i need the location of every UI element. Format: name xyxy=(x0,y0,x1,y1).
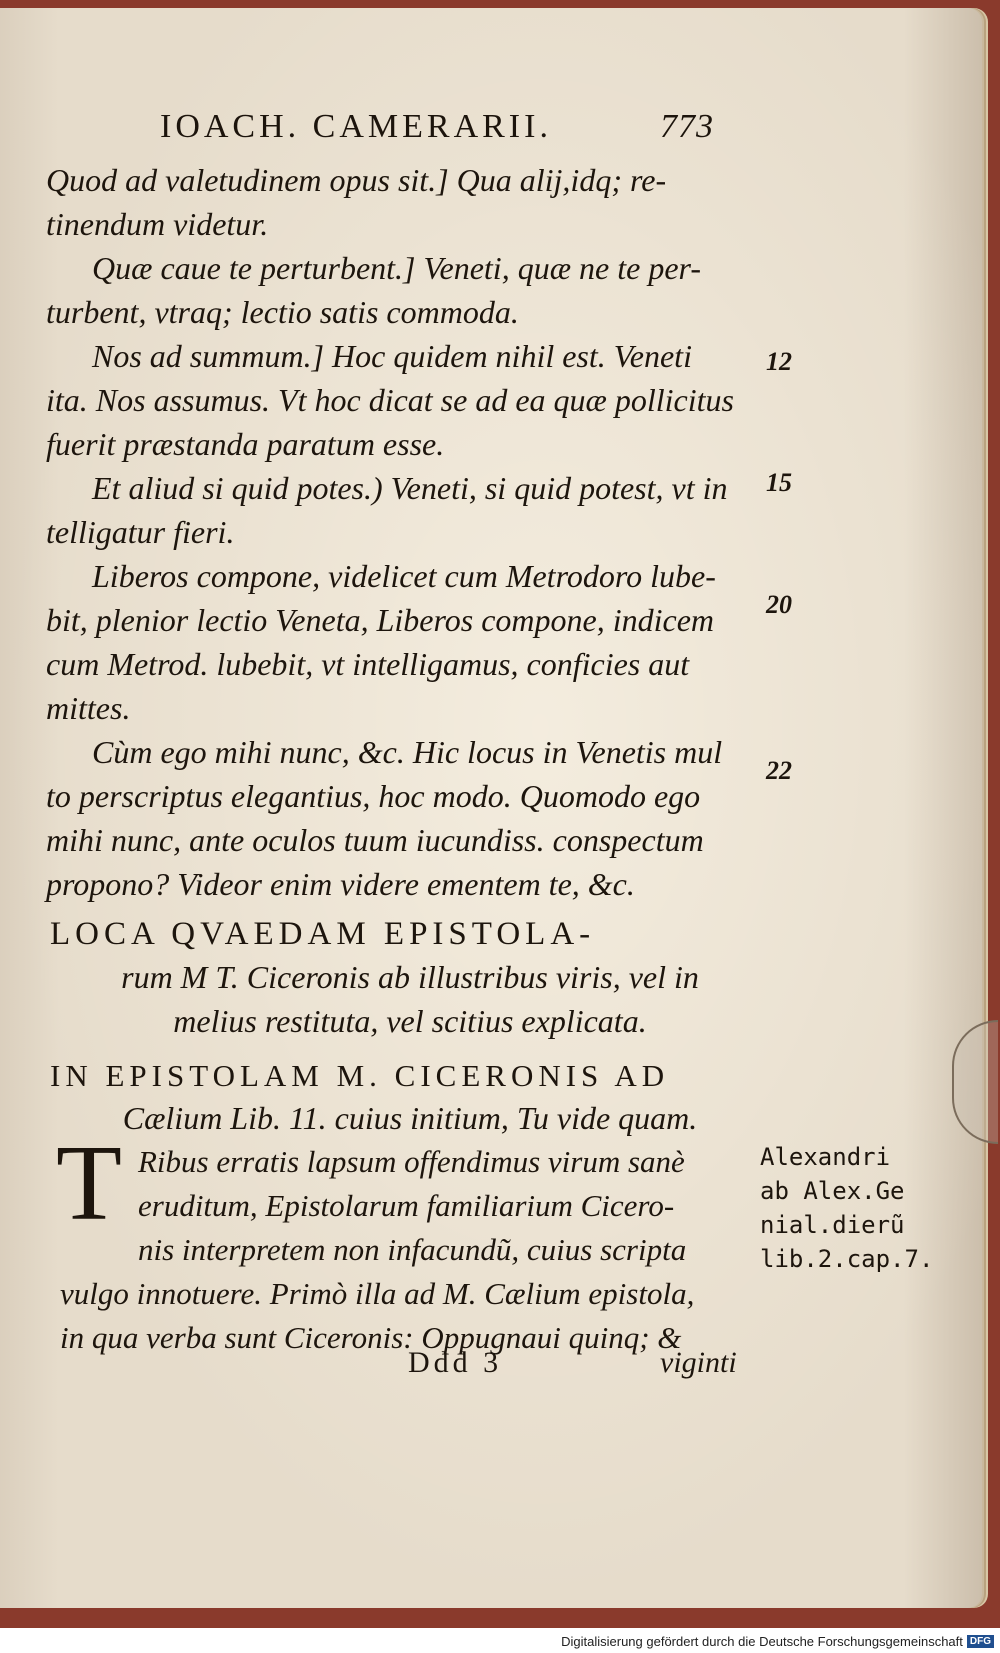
epistle-heading-caps: IN EPISTOLAM M. CICERONIS AD xyxy=(50,1058,670,1093)
text-line: mittes. xyxy=(46,690,131,726)
text-line: Nos ad summum.] Hoc quidem nihil est. Veneti xyxy=(92,338,692,374)
text-line: nis interpretem non infacundũ, cuius scripta xyxy=(138,1232,687,1267)
margin-note-line: nial.dierũ xyxy=(760,1211,905,1239)
running-head xyxy=(160,108,760,146)
body-text xyxy=(60,1140,750,1360)
section-heading-line: melius restituta, vel scitius explicata. xyxy=(173,1003,647,1039)
footer-text: Digitalisierung gefördert durch die Deutsche Forschungsgemeinschaft xyxy=(561,1634,963,1649)
text-line: vulgo innotuere. Primò illa ad M. Cælium epistola, xyxy=(60,1276,695,1311)
line-number: 12 xyxy=(766,347,792,376)
signature-mark: Ddd 3 xyxy=(408,1346,503,1379)
line-number: 20 xyxy=(766,590,792,619)
text-line: Quod ad valetudinem opus sit.] Qua alij,idq; re- xyxy=(46,162,667,198)
text-line: Ribus erratis lapsum offendimus virum sanè xyxy=(138,1144,685,1179)
drop-capital: T xyxy=(56,1124,122,1243)
epistle-heading xyxy=(50,1058,770,1140)
digitization-footer xyxy=(561,1634,994,1649)
text-line: tinendum videtur. xyxy=(46,206,269,242)
epistle-heading-line: Cælium Lib. 11. cuius initium, Tu vide quam. xyxy=(122,1100,698,1136)
text-line: mihi nunc, ante oculos tuum iucundiss. conspectum xyxy=(46,822,704,858)
running-head-title: IOACH. CAMERARII. xyxy=(160,108,552,145)
text-line: Liberos compone, videlicet cum Metrodoro lube- xyxy=(92,558,716,594)
text-line: in qua verba sunt Ciceronis: Oppugnaui quinq; & xyxy=(60,1320,682,1355)
text-line: to perscriptus elegantius, hoc modo. Quomodo ego xyxy=(46,778,701,814)
text-line: Cùm ego mihi nunc, &c. Hic locus in Venetis mul xyxy=(92,734,723,770)
commentary-text xyxy=(46,158,746,906)
section-heading-caps: LOCA QVAEDAM EPISTOLA- xyxy=(50,916,596,952)
margin-note xyxy=(760,1140,940,1276)
text-line: telligatur fieri. xyxy=(46,514,235,550)
section-heading xyxy=(50,916,770,1043)
section-heading-line: rum M T. Ciceronis ab illustribus viris, vel in xyxy=(121,959,699,995)
text-line: ita. Nos assumus. Vt hoc dicat se ad ea quæ pollicitus xyxy=(46,382,734,418)
margin-note-line: ab Alex.Ge xyxy=(760,1177,905,1205)
text-line: eruditum, Epistolarum familiarium Cicero- xyxy=(138,1188,675,1223)
folio-number: 773 xyxy=(660,108,714,145)
margin-note-line: lib.2.cap.7. xyxy=(760,1245,934,1273)
text-line: propono? Videor enim videre ementem te, &c. xyxy=(46,866,635,902)
line-number: 15 xyxy=(766,468,792,497)
line-number: 22 xyxy=(766,756,792,785)
text-line: Et aliud si quid potes.) Veneti, si quid potest, vt in xyxy=(92,470,728,506)
dfg-logo: DFG xyxy=(967,1635,994,1648)
margin-note-line: Alexandri xyxy=(760,1143,891,1171)
text-line: fuerit præstanda paratum esse. xyxy=(46,426,445,462)
text-line: cum Metrod. lubebit, vt intelligamus, conficies aut xyxy=(46,646,690,682)
text-line: bit, plenior lectio Veneta, Liberos compone, indicem xyxy=(46,602,715,638)
catchword: viginti xyxy=(660,1346,737,1379)
text-line: turbent, vtraq; lectio satis commoda. xyxy=(46,294,519,330)
text-line: Quæ caue te perturbent.] Veneti, quæ ne te per- xyxy=(92,250,701,286)
